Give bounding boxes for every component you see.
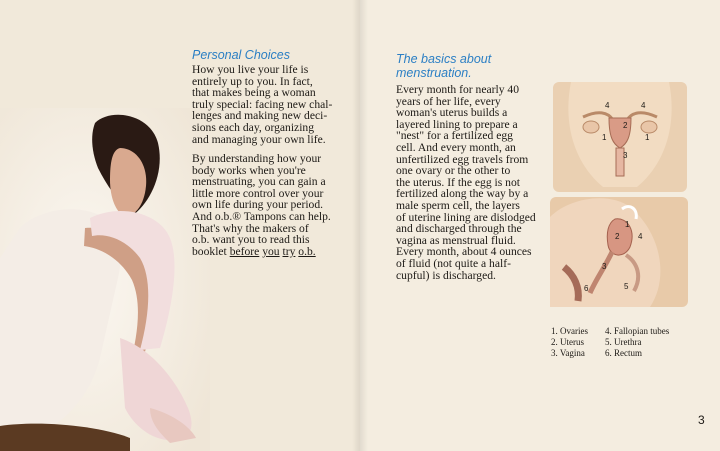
legend-item: 6. Rectum [605, 348, 642, 358]
legend-column [551, 326, 588, 359]
understanding-line: booklet [192, 244, 227, 258]
personal-choices-heading: Personal Choices [192, 48, 290, 62]
personal-choices-paragraph: How you live your life is entirely up to you. In fact, that makes being a woman truly special: facing new chal- lenges and making new deci- sions each day, organizing and managing your own life. [192, 63, 333, 146]
front-anatomy-diagram [553, 82, 687, 192]
underlined-word: you [262, 244, 280, 258]
diagram-label: 5 [624, 282, 629, 291]
diagram-label: 1 [602, 133, 607, 142]
underlined-word: o.b. [298, 244, 316, 258]
legend-column [605, 326, 669, 359]
legend-item: 1. Ovaries [551, 326, 588, 336]
understanding-paragraph [192, 153, 357, 257]
legend-item: 3. Vagina [551, 348, 585, 358]
understanding-line: o.b. want you to read this [192, 233, 310, 247]
side-anatomy-diagram [550, 197, 688, 307]
understanding-line: That's why the makers of [192, 221, 309, 235]
page-number: 3 [698, 413, 705, 427]
diagram-label: 2 [623, 121, 628, 130]
diagram-label: 2 [615, 232, 620, 241]
diagram-label: 1 [625, 220, 630, 229]
legend-item: 5. Urethra [605, 337, 642, 347]
understanding-line: little more control over your [192, 186, 324, 200]
diagram-label: 6 [584, 284, 589, 293]
diagram-label: 4 [641, 101, 646, 110]
legend-item: 4. Fallopian tubes [605, 326, 670, 336]
understanding-line: menstruating, you can gain a [192, 175, 326, 189]
legend-item: 2. Uterus [551, 337, 584, 347]
understanding-line: body works when you're [192, 163, 306, 177]
woman-sitting-photo [0, 108, 210, 451]
diagram-label: 3 [602, 262, 607, 271]
underlined-word: try [282, 244, 296, 258]
diagram-label: 4 [605, 101, 610, 110]
diagram-label: 3 [623, 151, 628, 160]
basics-paragraph: Every month for nearly 40 years of her life, every woman's uterus builds a layered lining to prepare a "nest" for a fertilized egg cell. And every month, an unfertilized egg travels from one ovary or the other to the uterus. If the egg is not fertilized along the way by a male sperm cell, the layers of uterine lining are dislodged and discharged through the vagina as menstrual fluid. Every month, about 4 ounces of fluid (not quite a half- cupful) is discharged. [396, 83, 536, 282]
page-gutter [352, 0, 368, 451]
basics-heading: The basics about menstruation. [396, 52, 492, 80]
understanding-line: own life during your period. [192, 198, 324, 212]
underlined-word: before [229, 244, 260, 258]
diagram-label: 4 [638, 232, 643, 241]
understanding-line: And o.b.® Tampons can help. [192, 209, 331, 223]
diagram-label: 1 [645, 133, 650, 142]
understanding-line: By understanding how your [192, 152, 322, 165]
